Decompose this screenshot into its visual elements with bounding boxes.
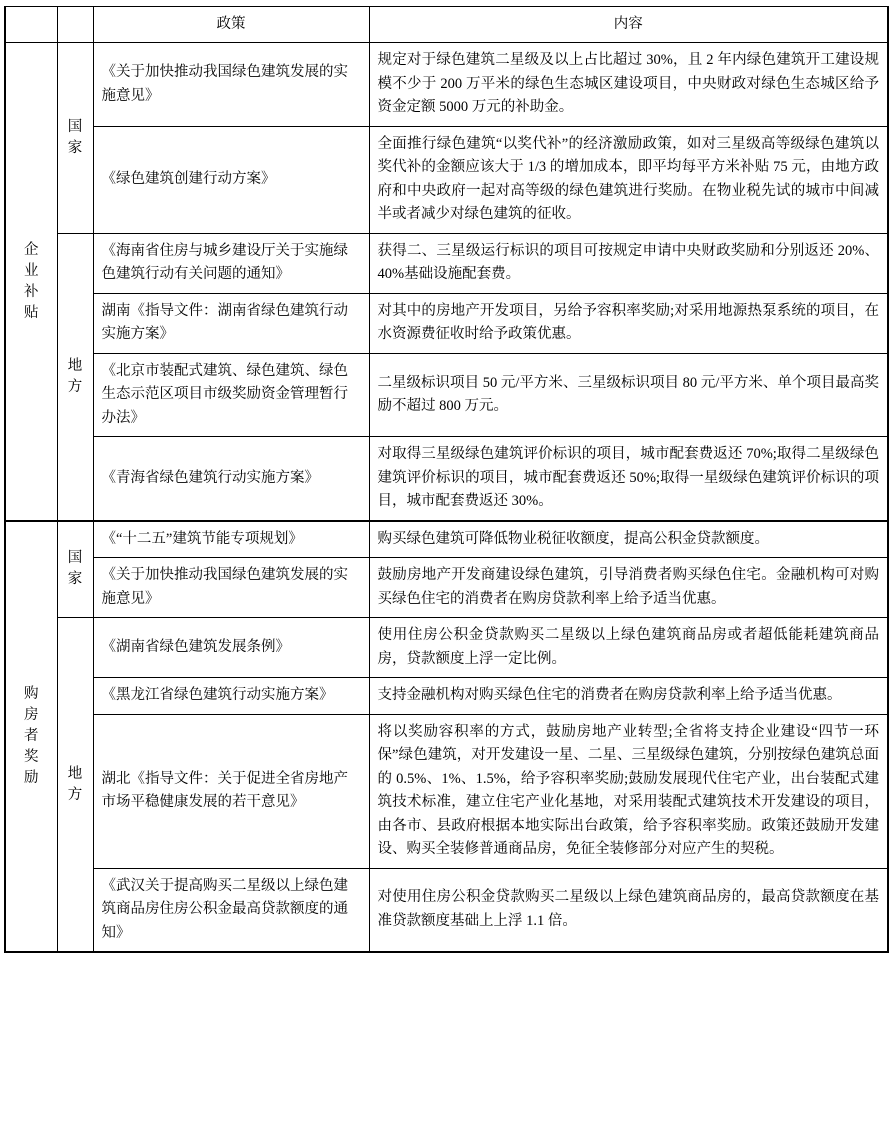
table-header [5, 7, 888, 43]
policy-table [4, 6, 889, 953]
policy-content: 对使用住房公积金贷款购买二星级以上绿色建筑商品房的，最高贷款额度在基准贷款额度基础上上浮 1.1 倍。 [369, 868, 888, 952]
header-blank-group [5, 7, 57, 43]
table-row [5, 868, 888, 952]
policy-name: 湖南《指导文件：湖南省绿色建筑行动实施方案》 [93, 293, 369, 353]
policy-content: 对其中的房地产开发项目，另给予容积率奖励;对采用地源热泵系统的项目，在水资源费征收时给予政策优惠。 [369, 293, 888, 353]
policy-name: 《武汉关于提高购买二星级以上绿色建筑商品房住房公积金最高贷款额度的通知》 [93, 868, 369, 952]
policy-content: 获得二、三星级运行标识的项目可按规定申请中央财政奖励和分别返还 20%、40%基础设施配套费。 [369, 233, 888, 293]
policy-content: 对取得三星级绿色建筑评价标识的项目，城市配套费返还 70%;取得二星级绿色建筑评价标识的项目，城市配套费返还 50%;取得一星级绿色建筑评价标识的项目，城市配套费返还 30%。 [369, 437, 888, 521]
policy-name: 湖北《指导文件：关于促进全省房地产市场平稳健康发展的若干意见》 [93, 714, 369, 868]
policy-content: 全面推行绿色建筑“以奖代补”的经济激励政策，如对三星级高等级绿色建筑以奖代补的金额应该大于 1/3 的增加成本，即平均每平方米补贴 75 元，由地方政府和中央政府一起对高等级的绿色建筑进行奖励。在物业税先试的城市中间减半或者减少对绿色建筑的征收。 [369, 126, 888, 233]
policy-name: 《关于加快推动我国绿色建筑发展的实施意见》 [93, 43, 369, 126]
table-body [5, 43, 888, 952]
table-row [5, 293, 888, 353]
table-row [5, 521, 888, 558]
header-blank-level [57, 7, 93, 43]
table-row [5, 233, 888, 293]
table-row [5, 43, 888, 126]
policy-content: 鼓励房地产开发商建设绿色建筑，引导消费者购买绿色住宅。金融机构可对购买绿色住宅的消费者在购房贷款利率上给予适当优惠。 [369, 558, 888, 618]
policy-content: 使用住房公积金贷款购买二星级以上绿色建筑商品房或者超低能耗建筑商品房，贷款额度上浮一定比例。 [369, 618, 888, 678]
policy-name: 《绿色建筑创建行动方案》 [93, 126, 369, 233]
group-label-enterprise-subsidy: 企业补贴 [5, 43, 57, 521]
table-row [5, 437, 888, 521]
table-row [5, 678, 888, 714]
policy-name: 《海南省住房与城乡建设厅关于实施绿色建筑行动有关问题的通知》 [93, 233, 369, 293]
table-header-row [5, 7, 888, 43]
policy-name: 《青海省绿色建筑行动实施方案》 [93, 437, 369, 521]
table-row [5, 558, 888, 618]
policy-name: 《湖南省绿色建筑发展条例》 [93, 618, 369, 678]
level-label-national-1: 国家 [57, 43, 93, 233]
policy-content: 购买绿色建筑可降低物业税征收额度，提高公积金贷款额度。 [369, 521, 888, 558]
policy-name: 《黑龙江省绿色建筑行动实施方案》 [93, 678, 369, 714]
policy-name: 《关于加快推动我国绿色建筑发展的实施意见》 [93, 558, 369, 618]
table-row [5, 618, 888, 678]
policy-content: 将以奖励容积率的方式，鼓励房地产业转型;全省将支持企业建设“四节一环保”绿色建筑，对开发建设一星、二星、三星级绿色建筑，分别按绿色建筑总面的 0.5%、1%、1.5%，给予容积率奖励;鼓励发展现代住宅产业，出台装配式建筑技术标准，建立住宅产业化基地，对采用装配式建筑技术开发建设的项目，由各市、县政府根据本地实际出台政策，给予容积率奖励。政策还鼓励开发建设、购买全装修普通商品房，免征全装修部分对应产生的契税。 [369, 714, 888, 868]
level-label-national-2: 国家 [57, 521, 93, 618]
policy-content: 规定对于绿色建筑二星级及以上占比超过 30%，且 2 年内绿色建筑开工建设规模不少于 200 万平米的绿色生态城区建设项目，中央财政对绿色生态城区给予资金定额 5000 万元的补助金。 [369, 43, 888, 126]
table-row [5, 126, 888, 233]
table-row [5, 714, 888, 868]
group-label-buyer-incentive: 购房者奖励 [5, 521, 57, 952]
table-row [5, 353, 888, 436]
policy-name: 《“十二五”建筑节能专项规划》 [93, 521, 369, 558]
policy-content: 支持金融机构对购买绿色住宅的消费者在购房贷款利率上给予适当优惠。 [369, 678, 888, 714]
level-label-local-2: 地方 [57, 618, 93, 952]
policy-name: 《北京市装配式建筑、绿色建筑、绿色生态示范区项目市级奖励资金管理暂行办法》 [93, 353, 369, 436]
policy-content: 二星级标识项目 50 元/平方米、三星级标识项目 80 元/平方米、单个项目最高奖励不超过 800 万元。 [369, 353, 888, 436]
header-content: 内容 [369, 7, 888, 43]
header-policy: 政策 [93, 7, 369, 43]
level-label-local-1: 地方 [57, 233, 93, 520]
